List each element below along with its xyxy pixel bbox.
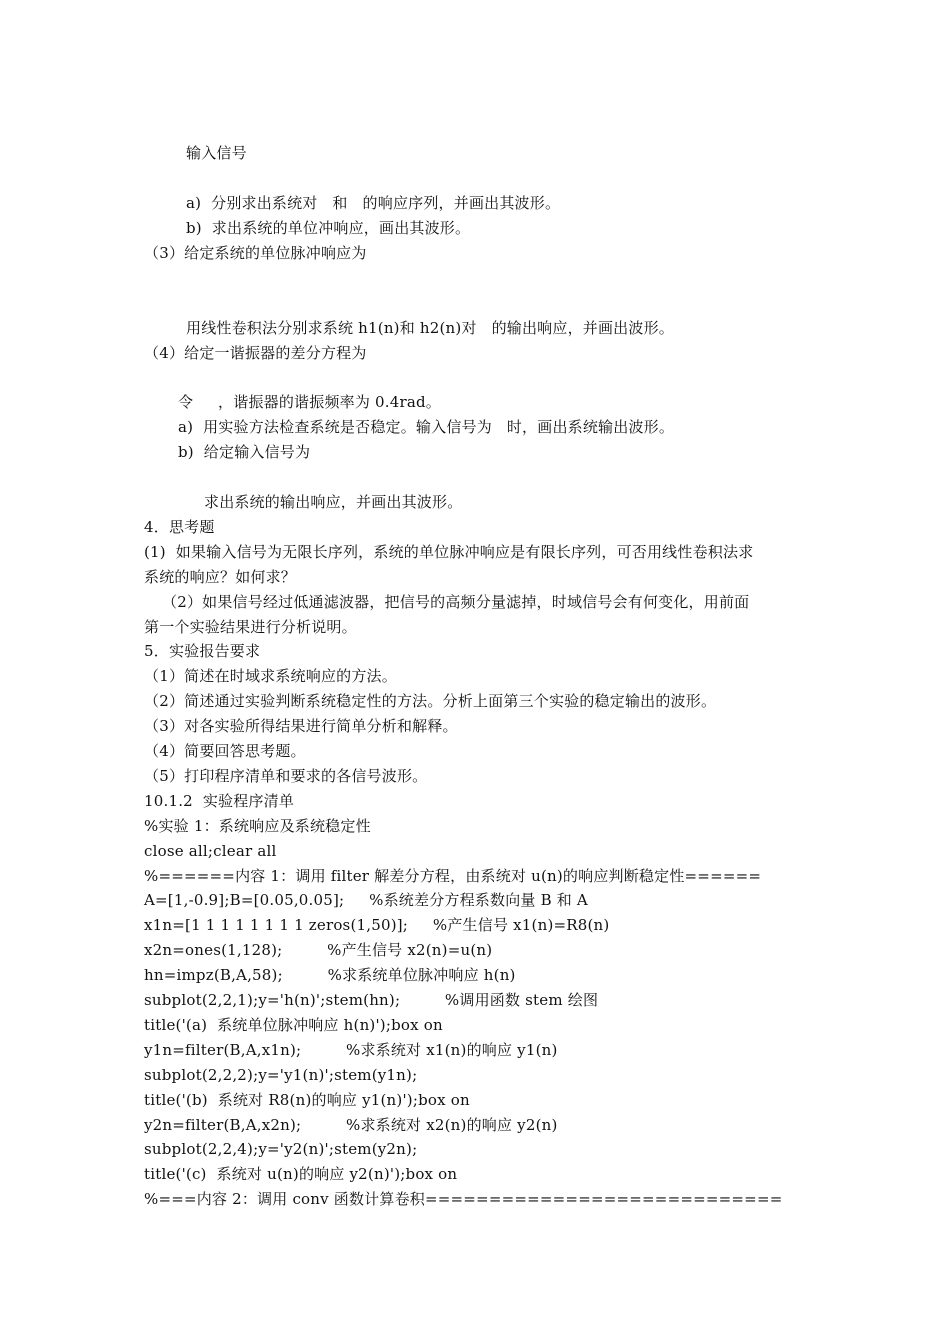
- text-line-item-a: a) 分别求出系统对 和 的响应序列，并画出其波形。: [186, 194, 561, 212]
- text-line-req-5: （5）打印程序清单和要求的各信号波形。: [144, 767, 428, 785]
- code-line-11: subplot(2,2,2);y='y1(n)';stem(y1n);: [144, 1066, 418, 1084]
- heading-report-requirements: 5．实验报告要求: [144, 642, 261, 660]
- heading-questions: 4．思考题: [144, 518, 215, 536]
- code-line-10: y1n=filter(B,A,x1n); %求系统对 x1(n)的响应 y1(n): [144, 1041, 558, 1059]
- code-line-2: close all;clear all: [144, 842, 277, 860]
- text-line-req-2: （2）简述通过实验判断系统稳定性的方法。分析上面第三个实验的稳定输出的波形。: [144, 692, 717, 710]
- text-line-given-input: b) 给定输入信号为: [178, 443, 311, 461]
- code-line-7: hn=impz(B,A,58); %求系统单位脉冲响应 h(n): [144, 966, 516, 984]
- text-line-section-4: （4）给定一谐振器的差分方程为: [144, 344, 367, 362]
- code-line-3: %======内容 1：调用 filter 解差分方程，由系统对 u(n)的响应判断稳定性======: [144, 867, 762, 885]
- code-line-12: title('(b) 系统对 R8(n)的响应 y1(n)');box on: [144, 1091, 470, 1109]
- text-line-output-response: 求出系统的输出响应，并画出其波形。: [204, 493, 463, 511]
- text-line-question-1a: (1) 如果输入信号为无限长序列，系统的单位脉冲响应是有限长序列，可否用线性卷积法求: [144, 543, 754, 561]
- text-line-section-3: （3）给定系统的单位脉冲响应为: [144, 244, 367, 262]
- text-line-req-3: （3）对各实验所得结果进行简单分析和解释。: [144, 717, 458, 735]
- code-line-13: y2n=filter(B,A,x2n); %求系统对 x2(n)的响应 y2(n): [144, 1116, 558, 1134]
- text-line-req-1: （1）简述在时域求系统响应的方法。: [144, 667, 397, 685]
- code-line-14: subplot(2,2,4);y='y2(n)';stem(y2n);: [144, 1140, 418, 1158]
- text-line-convolution: 用线性卷积法分别求系统 h1(n)和 h2(n)对 的输出响应，并画出波形。: [186, 319, 674, 337]
- code-line-4: A=[1,-0.9];B=[0.05,0.05]; %系统差分方程系数向量 B 和 A: [144, 891, 588, 909]
- text-line-question-2a: （2）如果信号经过低通滤波器，把信号的高频分量滤掉，时域信号会有何变化，用前面: [162, 593, 750, 611]
- code-line-1: %实验 1：系统响应及系统稳定性: [144, 817, 371, 835]
- code-line-16: %===内容 2：调用 conv 函数计算卷积============================: [144, 1190, 783, 1208]
- heading-program-listing: 10.1.2 实验程序清单: [144, 792, 295, 810]
- text-line-question-1b: 系统的响应？如何求？: [144, 568, 297, 586]
- text-line-check-stability: a) 用实验方法检查系统是否稳定。输入信号为 时，画出系统输出波形。: [178, 418, 675, 436]
- code-line-9: title('(a) 系统单位脉冲响应 h(n)');box on: [144, 1016, 443, 1034]
- text-line-req-4: （4）简要回答思考题。: [144, 742, 306, 760]
- text-line-input-signal: 输入信号: [186, 144, 247, 162]
- code-line-5: x1n=[1 1 1 1 1 1 1 1 zeros(1,50)]; %产生信号 x1(n)=R8(n): [144, 916, 610, 934]
- text-line-question-2b: 第一个实验结果进行分析说明。: [144, 618, 357, 636]
- code-line-8: subplot(2,2,1);y='h(n)';stem(hn); %调用函数 stem 绘图: [144, 991, 599, 1009]
- code-line-15: title('(c) 系统对 u(n)的响应 y2(n)');box on: [144, 1165, 458, 1183]
- code-line-6: x2n=ones(1,128); %产生信号 x2(n)=u(n): [144, 941, 493, 959]
- text-line-resonator: 令 ，谐振器的谐振频率为 0.4rad。: [178, 393, 441, 411]
- text-line-item-b: b) 求出系统的单位冲响应，画出其波形。: [186, 219, 471, 237]
